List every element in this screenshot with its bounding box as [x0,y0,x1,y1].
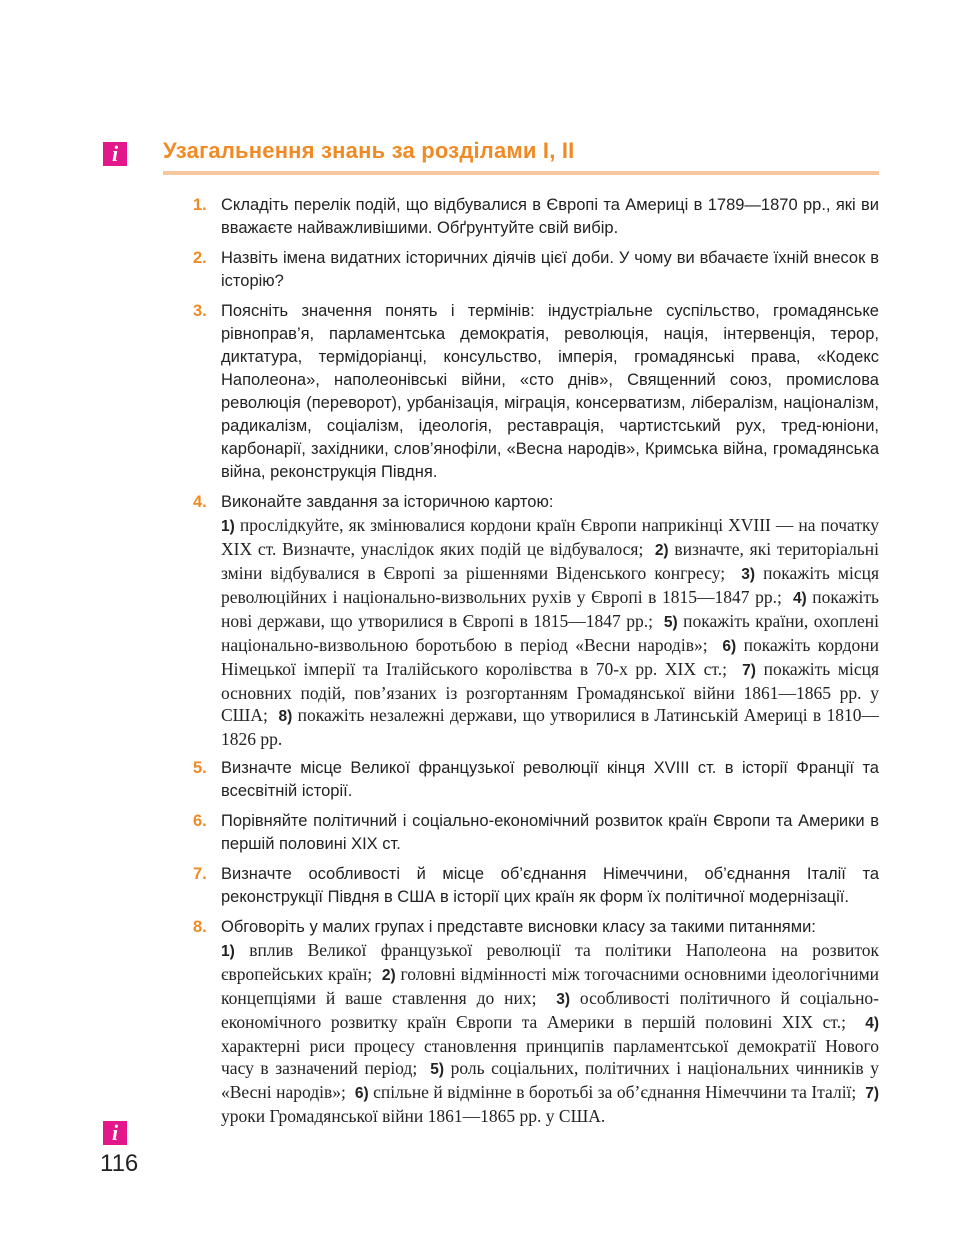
subtask-number: 7) [742,662,756,679]
subtask-number: 1) [221,518,235,535]
subtask-text: особливості політичного й соціально-економічного розвитку країн Європи та Америки в першій половині XIX ст.; [221,988,880,1032]
subtask-text: характерні риси процесу становлення принципів парламентської демократії Нового часу в зазначений період; [221,1036,879,1078]
subtask-text: покажіть нові держави, що утворилися в Європі в 1815—1847 рр.; [221,587,879,631]
task-number: 3. [193,302,207,320]
subtask-text: визначте, які територіальні зміни відбувалися в Європі за рішеннями Віденського конгресу; [221,539,880,583]
task-item-5 [193,757,879,803]
subtask-number: 3) [556,991,571,1008]
page-number: 116 [100,1150,139,1177]
subtask-paragraph [221,514,879,750]
task-list [193,194,879,1134]
task-item-7 [193,863,879,909]
task-number: 4. [193,493,207,511]
task-number: 8. [193,918,207,936]
task-item-8 [193,916,879,1127]
subtask-text: роль соціальних, політичних і національних чинників у «Весні народів»; [221,1058,879,1102]
subtask-text: прослідкуйте, як змінювалися кордони країн Європи наприкінці XVIII — на початку XIX ст. Визначте, унаслідок яких подій це відбувалося; [221,515,879,559]
subtask-number: 4) [792,590,807,607]
subtask-text: покажіть кордони Німецької імперії та Італійського королівства в 70-х рр. XIX ст.; [221,635,880,679]
subtask-number: 2) [654,542,669,559]
subtask-text: спільне й відмінне в боротьбі за об’єднання Німеччини та Італії; [373,1082,857,1102]
task-text: Визначте особливості й місце об’єднання Німеччини, об’єднання Італії та реконструкції Півдня в США в історії цих країн як форм їх політичної модернізації. [221,865,879,906]
task-item-6 [193,810,879,856]
subtask-text: покажіть місця революційних і національно-визвольних рухів у Європі в 1815—1847 рр.; [221,563,880,607]
subtask-text: покажіть місця основних подій, пов’язаних із розгортанням Громадянської війни 1861—1865 рр. у США; [221,659,880,725]
subtask-text: покажіть незалежні держави, що утворилися в Латинській Америці в 1810—1826 рр. [221,705,880,749]
task-number: 7. [193,865,207,883]
task-text: Виконайте завдання за історичною картою: [221,493,554,511]
subtask-paragraph [221,939,879,1127]
task-item-1 [193,194,879,240]
task-text: Назвіть імена видатних історичних діячів цієї доби. У чому ви вбачаєте їхній внесок в історію? [221,249,879,290]
subtask-number: 3) [741,566,756,583]
subtask-number: 8) [278,708,293,725]
section-title: Узагальнення знань за розділами І, ІІ [163,138,575,163]
task-item-4 [193,491,879,750]
task-number: 6. [193,812,207,830]
subtask-number: 2) [381,967,396,984]
task-number: 1. [193,196,207,214]
subtask-number: 5) [430,1061,445,1078]
subtask-number: 7) [865,1085,880,1102]
subtask-number: 6) [354,1085,369,1102]
task-text: Поясніть значення понять і термінів: індустріальне суспільство, громадянське рівноправ’я, парламентська демократія, революція, нація, інтервенція, терор, диктатура, термідоріанці, консульство, імперія, громадянські права, «Кодекс Наполеона», наполеонівські війни, «сто днів», Священний союз, промислова революція (переворот), урбанізація, міграція, консерватизм, лібералізм, націоналізм, радикалізм, соціалізм, ідеологія, реставрація, чартистський рух, тред-юніони, карбонарії, західники, слов’янофіли, «Весна народів», Кримська війна, громадянська війна, реконструкція Півдня. [221,302,879,481]
info-icon: i [103,1121,127,1145]
task-number: 5. [193,759,207,777]
subtask-number: 1) [221,943,235,960]
task-text: Визначте місце Великої французької революції кінця XVIII ст. в історії Франції та всесвітній історії. [221,759,879,800]
task-item-3 [193,300,879,484]
task-number: 2. [193,249,207,267]
info-icon: i [103,142,127,166]
task-text: Складіть перелік подій, що відбувалися в Європі та Америці в 1789—1870 рр., які ви вважаєте найважливішими. Обґрунтуйте свій вибір. [221,196,879,237]
task-item-2 [193,247,879,293]
task-text: Обговоріть у малих групах і представте висновки класу за такими питаннями: [221,918,816,936]
subtask-text: уроки Громадянської війни 1861—1865 рр. у США. [221,1106,606,1126]
subtask-text: покажіть країни, охоплені національно-визвольною боротьбою в період «Весни народів»; [221,611,879,655]
subtask-text: головні відмінності між тогочасними основними ідеологічними концепціями й ваше ставлення до них; [221,964,880,1008]
title-underline [163,171,879,175]
subtask-number: 6) [722,638,737,655]
subtask-number: 5) [663,614,678,631]
subtask-text: вплив Великої французької революції та політики Наполеона на розвиток європейських країн; [221,940,879,984]
subtask-number: 4) [865,1015,879,1032]
task-text: Порівняйте політичний і соціально-економічний розвиток країн Європи та Америки в першій половині XIX ст. [221,812,879,853]
